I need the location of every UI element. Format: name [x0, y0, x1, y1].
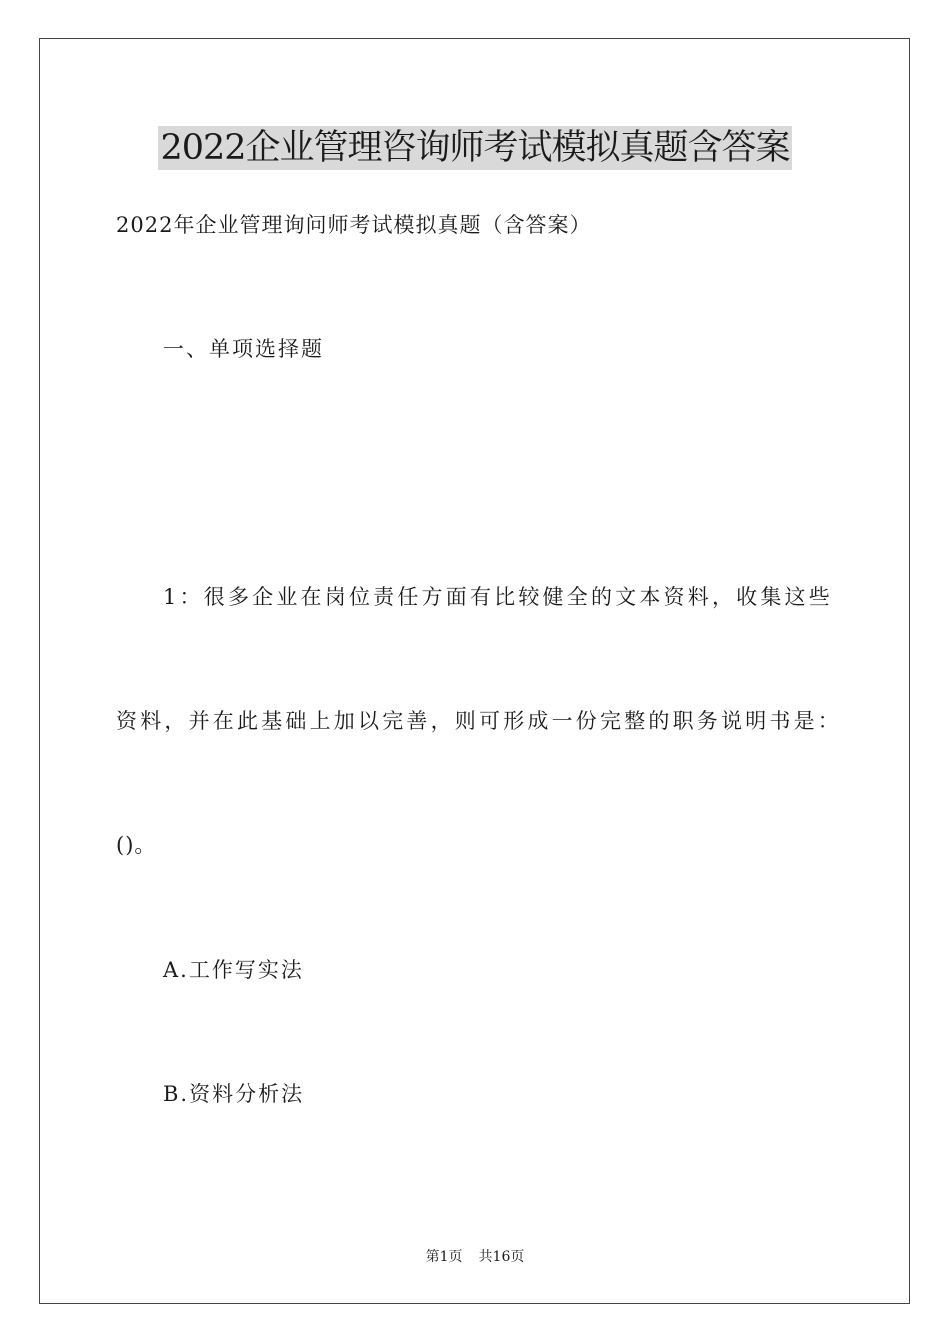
page-number: 第1页: [425, 1249, 463, 1265]
question-1-option-a: A.工作写实法: [163, 958, 304, 982]
section-heading: 一、单项选择题: [163, 337, 324, 361]
document-subtitle: 2022年企业管理询问师考试模拟真题（含答案）: [116, 213, 592, 237]
question-1-line-1: 1：很多企业在岗位责任方面有比较健全的文本资料，收集这些: [163, 585, 833, 609]
page-total: 共16页: [478, 1249, 525, 1265]
document-title: [0, 124, 950, 172]
question-1-option-b: B.资料分析法: [163, 1082, 305, 1106]
document-title-text: 2022企业管理咨询师考试模拟真题含答案: [160, 128, 790, 168]
question-1-line-3: ()。: [116, 833, 157, 857]
page-footer: [0, 1247, 950, 1267]
question-1-line-2: 资料，并在此基础上加以完善，则可形成一份完整的职务说明书是：: [116, 709, 842, 733]
